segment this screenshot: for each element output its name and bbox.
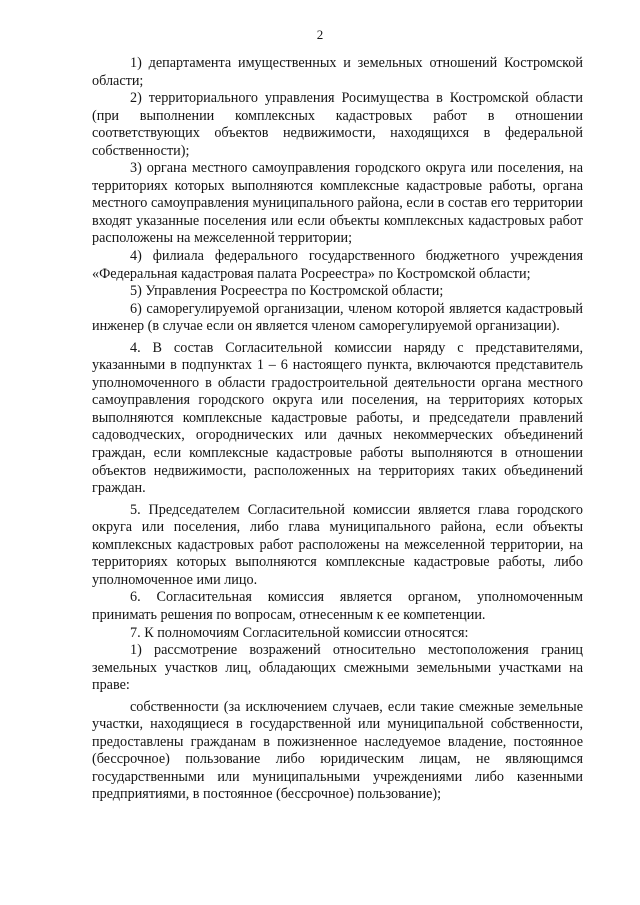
paragraph-item-1-department: 1) департамента имущественных и земельных отношений Костромской области;	[92, 55, 583, 89]
paragraph-section-6: 6. Согласительная комиссия является органом, уполномоченным принимать решения по вопросам, отнесенным к ее компетенции.	[92, 589, 583, 623]
paragraph-ownership: собственности (за исключением случаев, если такие смежные земельные участки, находящиеся в государственной или муниципальной собственности, предоставлены гражданам в пожизненное наследуемое владение, постоянное (бессрочное) пользование либо юридическим лицам, не являющимся государственными или муниципальными учреждениями либо казенными предприятиями, в постоянное (бессрочное) пользование);	[92, 698, 583, 803]
document-body	[92, 55, 583, 804]
paragraph-item-3-local-government: 3) органа местного самоуправления городского округа или поселения, на территориях которых выполняются комплексные кадастровые работы, органа местного самоуправления муниципального района, если в состав его территории входят указанные поселения или если объекты комплексных кадастровых работ расположены на межселенной территории;	[92, 160, 583, 247]
paragraph-item-6-sro: 6) саморегулируемой организации, членом которой является кадастровый инженер (в случае если он является членом саморегулируемой организации).	[92, 300, 583, 335]
page-number: 2	[316, 27, 324, 42]
paragraph-item-2-rosimushchestvo: 2) территориального управления Росимущества в Костромской области (при выполнении комплексных кадастровых работ в отношении соответствующих объектов недвижимости, находящихся в федеральной собственности);	[92, 90, 583, 159]
paragraph-section-4: 4. В состав Согласительной комиссии наряду с представителями, указанными в подпунктах 1 – 6 настоящего пункта, включаются представитель уполномоченного в области градостроительной деятельности органа местного самоуправления городского округа или поселения, на территориях которых выполняются комплексные кадастровые работы, и председатели правлений садоводческих, огороднических или дачных некоммерческих объединений граждан, если комплексные кадастровые работы выполняются в отношении объектов недвижимости, расположенных на территориях таких объединений граждан.	[92, 339, 583, 497]
paragraph-section-5: 5. Председателем Согласительной комиссии является глава городского округа или поселения, либо глава муниципального района, если объекты комплексных кадастровых работ расположены на межселенной территории, на территориях которых выполняются комплексные кадастровые работы, либо уполномоченное ими лицо.	[92, 501, 583, 588]
paragraph-item-4-cadastral-chamber: 4) филиала федерального государственного бюджетного учреждения «Федеральная кадастровая палата Росреестра» по Костромской области;	[92, 248, 583, 282]
paragraph-section-7-item-1: 1) рассмотрение возражений относительно местоположения границ земельных участков лиц, обладающих смежными земельными участками на праве:	[92, 642, 583, 694]
paragraph-section-7: 7. К полномочиям Согласительной комиссии относятся:	[130, 624, 469, 641]
paragraph-item-5-rosreestr: 5) Управления Росреестра по Костромской области;	[130, 283, 444, 300]
